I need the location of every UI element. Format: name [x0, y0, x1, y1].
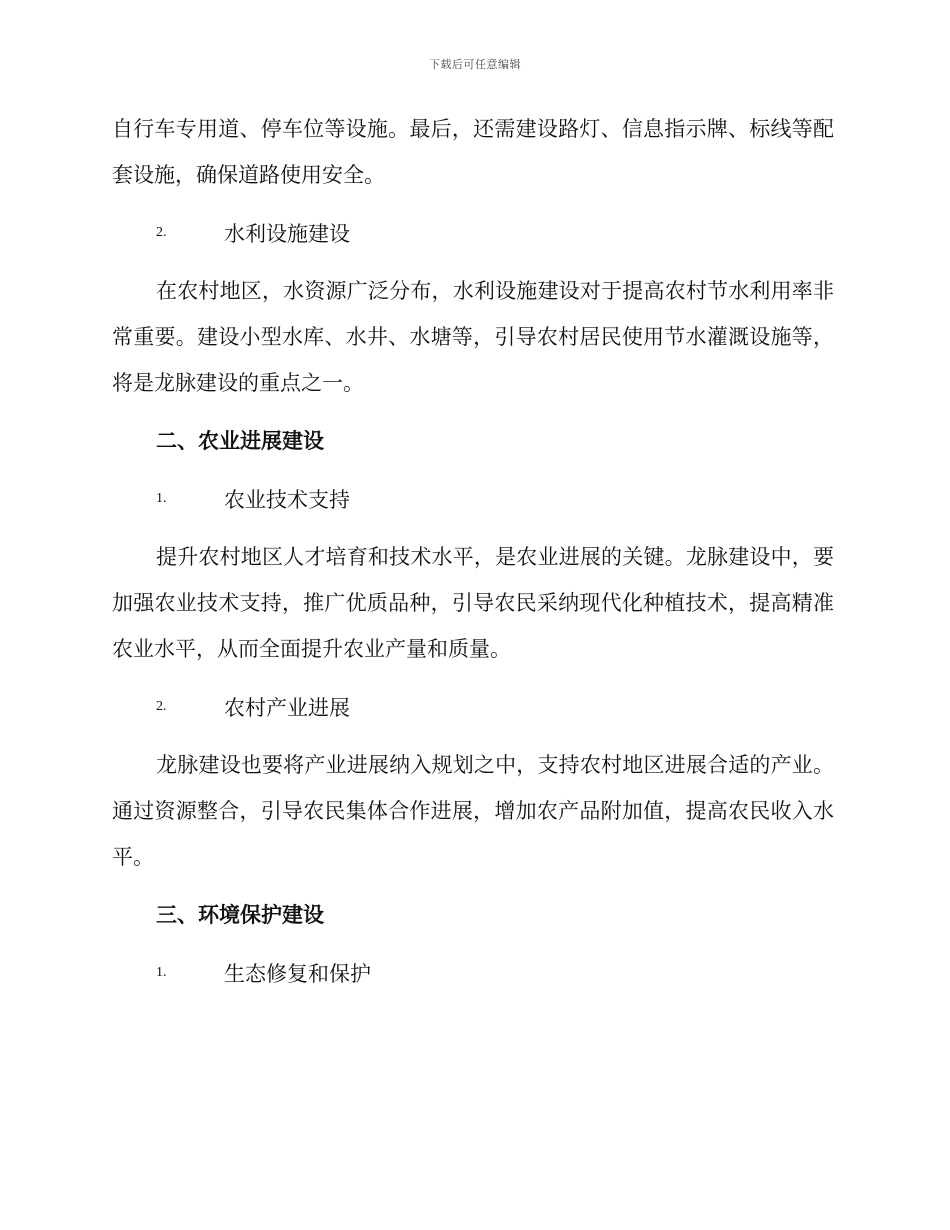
list-number: 2.: [156, 225, 167, 240]
list-item-agri-tech: [112, 476, 834, 522]
list-number: 1.: [156, 491, 167, 506]
list-item-eco-restoration: [112, 950, 834, 996]
list-title: 农村产业进展: [224, 696, 350, 720]
list-number: 2.: [156, 699, 167, 714]
list-title: 农业技术支持: [224, 488, 350, 512]
section-heading-agriculture: 二、农业进展建设: [156, 428, 324, 453]
document-body: [112, 106, 834, 1008]
list-title: 水利设施建设: [224, 222, 350, 246]
list-item-water-conservancy: [112, 210, 834, 256]
list-item-rural-industry: [112, 684, 834, 730]
paragraph-road-facilities: 自行车专用道、停车位等设施。最后，还需建设路灯、信息指示牌、标线等配套设施，确保道路使用安全。: [112, 117, 834, 187]
paragraph-water-conservancy: 在农村地区，水资源广泛分布，水利设施建设对于提高农村节水利用率非常重要。建设小型水库、水井、水塘等，引导农村居民使用节水灌溉设施等，将是龙脉建设的重点之一。: [112, 279, 834, 395]
page-header: 下载后可任意编辑: [429, 58, 521, 71]
paragraph-agri-tech: 提升农村地区人才培育和技术水平，是农业进展的关键。龙脉建设中，要加强农业技术支持，推广优质品种，引导农民采纳现代化种植技术，提高精准农业水平，从而全面提升农业产量和质量。: [112, 545, 834, 661]
list-title: 生态修复和保护: [224, 962, 371, 986]
section-heading-environment: 三、环境保护建设: [156, 902, 324, 927]
paragraph-rural-industry: 龙脉建设也要将产业进展纳入规划之中，支持农村地区进展合适的产业。通过资源整合，引导农民集体合作进展，增加农产品附加值，提高农民收入水平。: [112, 753, 834, 869]
list-number: 1.: [156, 965, 167, 980]
